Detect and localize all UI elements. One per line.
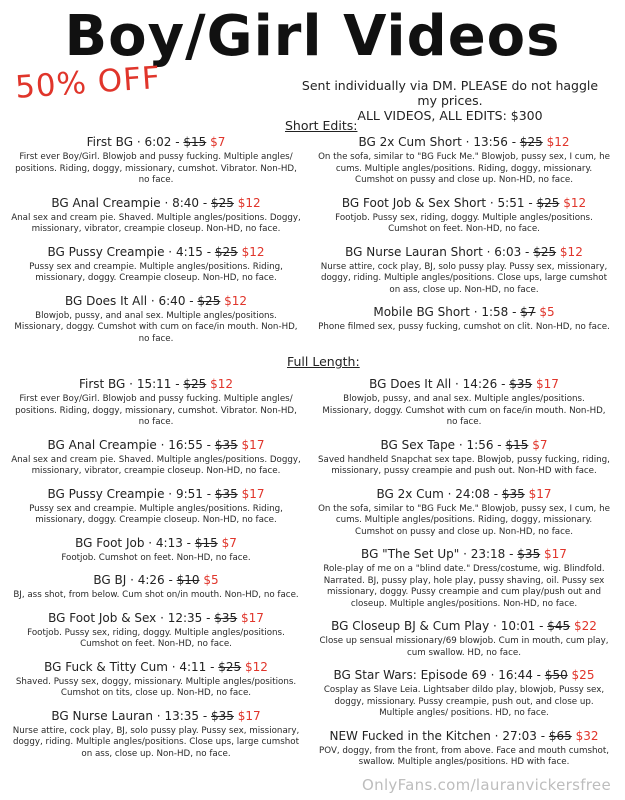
video-title: BG Anal Creampie bbox=[47, 437, 157, 452]
video-duration: 13:35 bbox=[164, 708, 200, 723]
sale-price: $12 bbox=[559, 244, 583, 259]
sale-price: $17 bbox=[241, 610, 264, 625]
original-price: $35 bbox=[509, 377, 533, 391]
video-duration: 4:15 bbox=[175, 244, 203, 259]
video-title: NEW Fucked in the Kitchen bbox=[329, 728, 491, 743]
video-duration: 16:55 bbox=[168, 437, 203, 452]
video-heading: BG Does It All · 6:40 - $25 $12 bbox=[64, 293, 248, 308]
sale-price: $32 bbox=[575, 728, 599, 743]
original-price: $25 bbox=[214, 244, 238, 259]
original-price: $25 bbox=[183, 377, 207, 391]
sale-price: $17 bbox=[237, 708, 261, 723]
sale-price: $17 bbox=[241, 486, 265, 501]
sale-price: $5 bbox=[203, 573, 219, 587]
video-item bbox=[10, 660, 302, 700]
video-description: First ever Boy/Girl. Blowjob and pussy fucking. Multiple angles/ positions. Riding, doggy, missionary, cumshot. Vibrator. Non-HD, no face. bbox=[15, 152, 297, 185]
video-description: On the sofa, similar to "BG Fuck Me." Blowjob, pussy sex, I cum, he cums. Multiple angles/positions. Riding, doggy, missionary. Cumshot on pussy and close up. Non-HD, no face. bbox=[318, 503, 610, 537]
video-description: Saved handheld Snapchat sex tape. Blowjob, pussy fucking, riding, missionary, pussy creampie and push out. Non-HD with face. bbox=[318, 454, 610, 476]
video-description: First ever Boy/Girl. Blowjob and pussy fucking. Multiple angles/ positions. Riding, doggy, missionary, cumshot. Vibrator. Non-HD, no face. bbox=[15, 394, 297, 427]
video-title: BG Foot Job & Sex Short bbox=[341, 195, 487, 210]
video-description: Shaved. Pussy sex, doggy, missionary. Multiple angles/positions. Cumshot on tits, close up. Non-HD, no face. bbox=[15, 676, 297, 698]
video-description: Nurse attire, cock play, BJ, solo pussy play. Pussy sex, missionary, doggy, riding. Multiple angles/positions. Close ups, large cumshot on ass, close up. Non-HD, no face. bbox=[320, 261, 608, 295]
video-title: BG Nurse Lauran bbox=[51, 708, 153, 723]
original-price: $50 bbox=[544, 668, 568, 682]
video-heading: NEW Fucked in the Kitchen · 27:03 - $65 $32 bbox=[329, 728, 599, 743]
video-heading: BG Foot Job & Sex · 12:35 - $35 $17 bbox=[48, 610, 264, 625]
video-item bbox=[10, 487, 302, 527]
video-duration: 13:56 bbox=[473, 135, 508, 149]
video-description: Footjob. Pussy sex, riding, doggy. Multiple angles/positions. Cumshot on feet. Non-HD, no face. bbox=[335, 212, 593, 234]
section-title-short: Short Edits: bbox=[285, 118, 358, 133]
video-heading: First BG · 6:02 - $15 $7 bbox=[86, 135, 226, 149]
sale-price: $12 bbox=[237, 195, 261, 210]
sale-badge: 50% OFF bbox=[14, 59, 162, 106]
video-description: Pussy sex and creampie. Multiple angles/positions. Riding, missionary, doggy. Creampie closeup. Non-HD, no face. bbox=[29, 503, 283, 525]
original-price: $10 bbox=[176, 573, 200, 587]
video-description: Footjob. Cumshot on feet. Non-HD, no face. bbox=[61, 552, 251, 563]
video-description: Anal sex and cream pie. Shaved. Multiple angles/positions. Doggy, missionary, vibrator, creampie closeup. Non-HD, no face. bbox=[11, 212, 301, 234]
video-heading: Mobile BG Short · 1:58 - $7 $5 bbox=[373, 305, 555, 319]
video-item bbox=[318, 438, 610, 478]
sale-price: $22 bbox=[573, 619, 597, 633]
video-heading: BG 2x Cum · 24:08 - $35 $17 bbox=[376, 486, 552, 501]
video-heading: BG Sex Tape · 1:56 - $15 $7 bbox=[380, 437, 548, 452]
video-title: First BG bbox=[78, 377, 126, 391]
video-title: BG Star Wars: Episode 69 bbox=[333, 668, 487, 682]
video-item bbox=[318, 547, 610, 610]
video-title: BG Does It All bbox=[369, 377, 452, 391]
video-duration: 14:26 bbox=[462, 377, 498, 391]
watermark: OnlyFans.com/lauranvickersfree bbox=[362, 776, 611, 794]
video-title: BG Foot Job & Sex bbox=[48, 610, 157, 625]
video-item bbox=[318, 377, 610, 429]
video-duration: 4:13 bbox=[155, 535, 183, 550]
original-price: $15 bbox=[505, 437, 529, 452]
sale-price: $17 bbox=[528, 486, 552, 501]
short-edits-right-column bbox=[318, 135, 610, 343]
video-title: BG BJ bbox=[93, 573, 127, 587]
video-duration: 9:51 bbox=[175, 486, 203, 501]
video-heading: BG Nurse Lauran · 13:35 - $35 $17 bbox=[51, 708, 261, 723]
sale-price: $12 bbox=[241, 244, 265, 259]
video-heading: BG 2x Cum Short · 13:56 - $25 $12 bbox=[358, 135, 570, 149]
video-duration: 4:11 bbox=[179, 659, 207, 674]
video-title: BG Sex Tape bbox=[380, 437, 456, 452]
video-item bbox=[10, 573, 302, 602]
video-description: Cosplay as Slave Leia. Lightsaber dildo play, blowjob, Pussy sex, doggy, missionary. Pussy creampie, push out, and close up. Multiple angles/ positions. HD, no face. bbox=[323, 685, 605, 718]
original-price: $65 bbox=[548, 728, 572, 743]
video-item bbox=[10, 611, 302, 651]
video-description: Pussy sex and creampie. Multiple angles/positions. Riding, missionary, doggy. Creampie closeup. Non-HD, no face. bbox=[29, 261, 283, 283]
full-length-right-column bbox=[318, 377, 610, 778]
video-heading: BG Foot Job · 4:13 - $15 $7 bbox=[75, 535, 237, 550]
video-duration: 27:03 bbox=[502, 728, 537, 743]
video-duration: 16:44 bbox=[498, 668, 533, 682]
original-price: $25 bbox=[519, 135, 543, 149]
video-description: Blowjob, pussy, and anal sex. Multiple angles/positions. Missionary, doggy. Cumshot with cum on face/in mouth. Non-HD, no face. bbox=[14, 310, 298, 344]
original-price: $45 bbox=[547, 619, 571, 633]
video-title: BG Pussy Creampie bbox=[47, 486, 165, 501]
video-duration: 1:58 bbox=[481, 305, 509, 319]
original-price: $7 bbox=[520, 305, 536, 319]
video-description: Footjob. Pussy sex, riding, doggy. Multiple angles/positions. Cumshot on feet. Non-HD, no face. bbox=[27, 627, 285, 649]
video-item bbox=[10, 377, 302, 429]
sale-price: $17 bbox=[535, 377, 559, 391]
video-item bbox=[10, 135, 302, 187]
sale-price: $12 bbox=[563, 195, 587, 210]
video-description: Role-play of me on a "blind date." Dress/costume, wig. Blindfold. Narrated. BJ, pussy play, hole play, pussy shaving, oil. Pussy sex missionary, doggy. Pussy creampie and cum play/push out and closeup. Multiple angles/positions. Non-HD, no face. bbox=[323, 564, 605, 609]
original-price: $35 bbox=[501, 486, 525, 501]
video-duration: 15:11 bbox=[136, 377, 172, 391]
video-title: BG Pussy Creampie bbox=[47, 244, 165, 259]
video-heading: BG Star Wars: Episode 69 · 16:44 - $50 $25 bbox=[333, 668, 595, 682]
video-description: Nurse attire, cock play, BJ, solo pussy play. Pussy sex, missionary, doggy, riding. Multiple angles/positions. Close ups, large cumshot on ass, close up. Non-HD, no face. bbox=[12, 725, 300, 759]
video-title: BG Foot Job bbox=[75, 535, 145, 550]
video-item bbox=[318, 196, 610, 236]
video-description: Phone filmed sex, pussy fucking, cumshot on clit. Non-HD, no face. bbox=[318, 322, 610, 332]
original-price: $35 bbox=[214, 437, 238, 452]
sale-price: $7 bbox=[210, 135, 226, 149]
video-duration: 23:18 bbox=[470, 547, 506, 561]
original-price: $35 bbox=[211, 708, 234, 723]
video-duration: 5:51 bbox=[497, 195, 525, 210]
original-price: $25 bbox=[536, 195, 560, 210]
video-duration: 4:26 bbox=[137, 573, 165, 587]
video-title: BG Does It All bbox=[64, 293, 148, 308]
video-description: Blowjob, pussy, and anal sex. Multiple angles/positions. Missionary, doggy. Cumshot with cum on face/in mouth. Non-HD, no face. bbox=[322, 394, 606, 427]
page-title: Boy/Girl Videos bbox=[64, 4, 561, 69]
video-item bbox=[10, 438, 302, 478]
video-duration: 6:02 bbox=[144, 135, 172, 149]
video-title: BG Anal Creampie bbox=[51, 195, 161, 210]
video-duration: 8:40 bbox=[172, 195, 200, 210]
notice bbox=[300, 78, 600, 123]
video-item bbox=[10, 709, 302, 761]
sale-price: $7 bbox=[532, 437, 548, 452]
original-price: $15 bbox=[183, 135, 207, 149]
video-title: First BG bbox=[86, 135, 133, 149]
video-heading: BG BJ · 4:26 - $10 $5 bbox=[93, 573, 219, 587]
original-price: $35 bbox=[214, 486, 238, 501]
full-length-left-column bbox=[10, 377, 302, 769]
video-duration: 24:08 bbox=[455, 486, 490, 501]
video-description: POV, doggy, from the front, from above. Face and mouth cumshot, swallow. Multiple angles/positions. HD with face. bbox=[319, 745, 609, 767]
video-item bbox=[318, 668, 610, 720]
sale-price: $12 bbox=[210, 377, 234, 391]
video-heading: BG Fuck & Titty Cum · 4:11 - $25 $12 bbox=[44, 659, 268, 674]
section-title-full: Full Length: bbox=[287, 354, 360, 369]
sale-price: $17 bbox=[544, 547, 567, 561]
video-item bbox=[10, 536, 302, 565]
sale-price: $12 bbox=[224, 293, 248, 308]
video-item bbox=[318, 619, 610, 659]
video-item bbox=[318, 305, 610, 334]
video-title: BG 2x Cum Short bbox=[358, 135, 462, 149]
video-duration: 6:03 bbox=[494, 244, 522, 259]
video-item bbox=[10, 245, 302, 285]
video-description: On the sofa, similar to "BG Fuck Me." Blowjob, pussy sex, I cum, he cums. Multiple angles/positions. Riding, doggy, missionary. Cumshot on pussy and close up. Non-HD, no face. bbox=[318, 152, 610, 185]
video-heading: BG "The Set Up" · 23:18 - $35 $17 bbox=[361, 547, 567, 561]
video-item bbox=[10, 196, 302, 236]
video-item bbox=[318, 245, 610, 297]
video-duration: 1:56 bbox=[466, 437, 494, 452]
sale-price: $5 bbox=[539, 305, 555, 319]
sale-price: $12 bbox=[546, 135, 570, 149]
video-description: BJ, ass shot, from below. Cum shot on/in mouth. Non-HD, no face. bbox=[13, 590, 299, 600]
video-duration: 10:01 bbox=[500, 619, 536, 633]
notice-line-2: ALL VIDEOS, ALL EDITS: $300 bbox=[357, 108, 543, 123]
video-heading: BG Pussy Creampie · 9:51 - $35 $17 bbox=[47, 486, 265, 501]
original-price: $25 bbox=[533, 244, 557, 259]
video-item bbox=[318, 135, 610, 187]
sale-price: $25 bbox=[571, 668, 595, 682]
sale-price: $12 bbox=[245, 659, 268, 674]
video-item bbox=[318, 487, 610, 539]
video-description: Close up sensual missionary/69 blowjob. Cum in mouth, cum play, cum swallow. HD, no face. bbox=[319, 636, 609, 658]
video-heading: BG Foot Job & Sex Short · 5:51 - $25 $12 bbox=[341, 195, 587, 210]
original-price: $25 bbox=[218, 659, 242, 674]
original-price: $35 bbox=[214, 610, 238, 625]
video-title: Mobile BG Short bbox=[373, 305, 470, 319]
original-price: $25 bbox=[197, 293, 221, 308]
video-heading: First BG · 15:11 - $25 $12 bbox=[78, 377, 234, 391]
video-item bbox=[318, 729, 610, 769]
sale-price: $17 bbox=[241, 437, 265, 452]
sale-price: $7 bbox=[221, 535, 237, 550]
video-duration: 6:40 bbox=[158, 293, 186, 308]
original-price: $15 bbox=[194, 535, 218, 550]
video-heading: BG Closeup BJ & Cum Play · 10:01 - $45 $22 bbox=[331, 619, 597, 633]
video-title: BG Fuck & Titty Cum bbox=[44, 659, 168, 674]
video-heading: BG Anal Creampie · 16:55 - $35 $17 bbox=[47, 437, 265, 452]
video-item bbox=[10, 294, 302, 346]
video-title: BG 2x Cum bbox=[376, 486, 444, 501]
original-price: $35 bbox=[517, 547, 541, 561]
video-heading: BG Nurse Lauran Short · 6:03 - $25 $12 bbox=[345, 244, 583, 259]
video-heading: BG Anal Creampie · 8:40 - $25 $12 bbox=[51, 195, 261, 210]
video-heading: BG Pussy Creampie · 4:15 - $25 $12 bbox=[47, 244, 265, 259]
video-heading: BG Does It All · 14:26 - $35 $17 bbox=[369, 377, 559, 391]
video-title: BG Nurse Lauran Short bbox=[345, 244, 483, 259]
video-duration: 12:35 bbox=[167, 610, 203, 625]
notice-line-1: Sent individually via DM. PLEASE do not haggle my prices. bbox=[301, 78, 599, 108]
video-title: BG Closeup BJ & Cum Play bbox=[331, 619, 490, 633]
short-edits-left-column bbox=[10, 135, 302, 354]
original-price: $25 bbox=[211, 195, 234, 210]
video-title: BG "The Set Up" bbox=[361, 547, 460, 561]
video-description: Anal sex and cream pie. Shaved. Multiple angles/positions. Doggy, missionary, vibrator, creampie closeup. Non-HD, no face. bbox=[11, 454, 301, 476]
